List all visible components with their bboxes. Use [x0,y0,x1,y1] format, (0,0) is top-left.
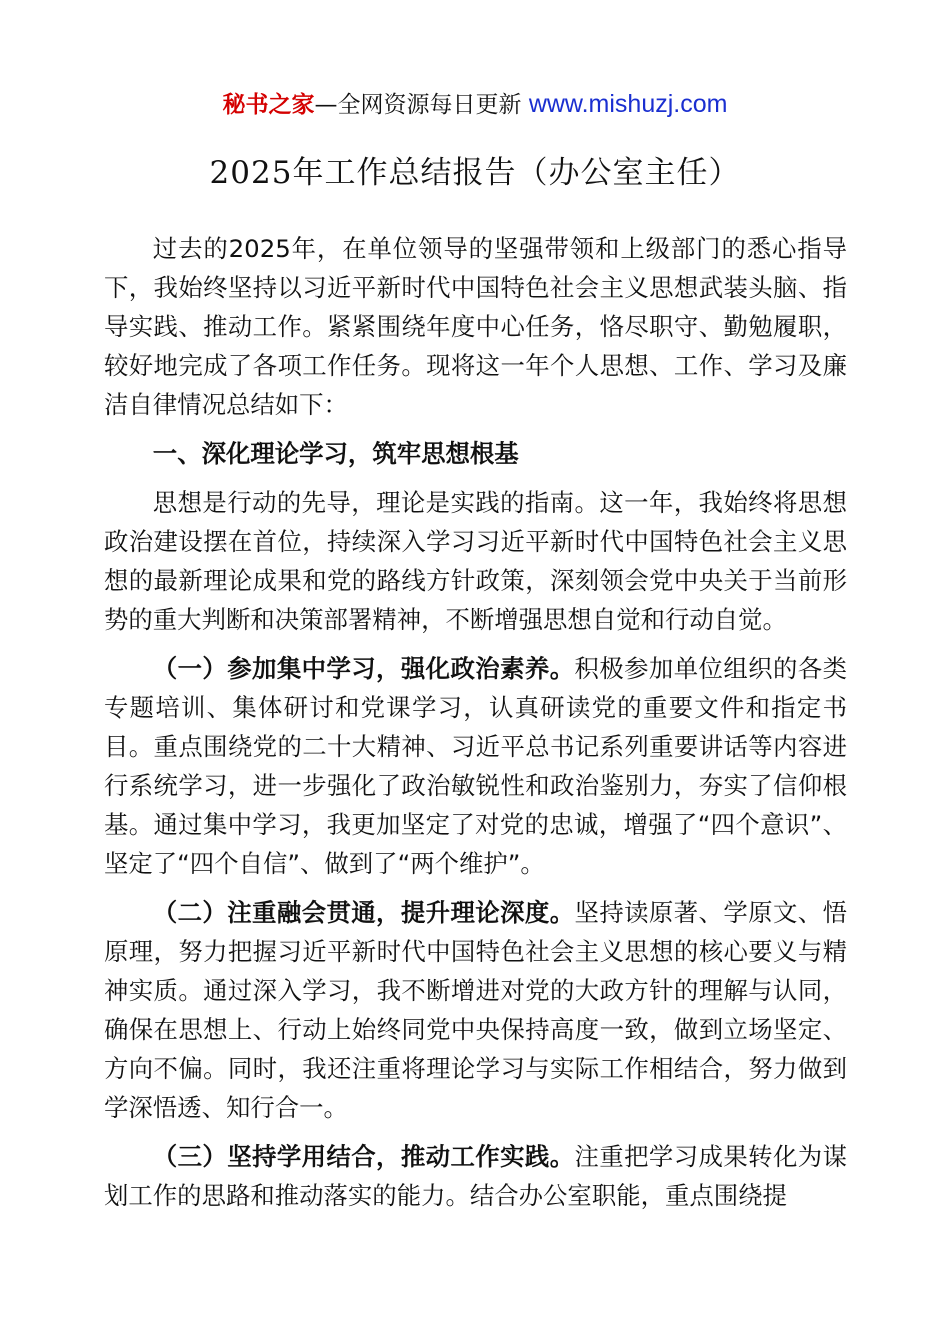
subsection-paragraph-2 [104,893,847,1127]
document-body [104,229,847,1215]
subsection-lead-3: （三）坚持学用结合，推动工作实践。 [152,1142,575,1171]
subsection-paragraph-1 [104,649,847,883]
document-title: 2025年工作总结报告（办公室主任） [209,155,741,191]
subsection-paragraph-3 [104,1137,847,1215]
site-header [0,88,950,121]
section-intro-paragraph: 思想是行动的先导，理论是实践的指南。这一年，我始终将思想政治建设摆在首位，持续深入学习习近平新时代中国特色社会主义思想的最新理论成果和党的路线方针政策，深刻领会党中央关于当前形势的重大判断和决策部署精神，不断增强思想自觉和行动自觉。 [104,488,847,634]
section-heading: 一、深化理论学习，筑牢思想根基 [152,439,519,468]
subsection-lead-2: （二）注重融会贯通，提升理论深度。 [152,898,575,927]
subsection-lead-1: （一）参加集中学习，强化政治素养。 [152,654,575,683]
header-tagline: —全网资源每日更新 [314,92,522,118]
intro-paragraph: 过去的2025年，在单位领导的坚强带领和上级部门的悉心指导下，我始终坚持以习近平新时代中国特色社会主义思想武装头脑、指导实践、推动工作。紧紧围绕年度中心任务，恪尽职守、勤勉履职，较好地完成了各项工作任务。现将这一年个人思想、工作、学习及廉洁自律情况总结如下： [104,234,847,419]
subsection-text-3: 注重把学习成果转化为谋划工作的思路和推动落实的能力。结合办公室职能，重点围绕提 [104,1142,847,1210]
site-url-link[interactable]: www.mishuzj.com [528,90,728,118]
subsection-text-2: 坚持读原著、学原文、悟原理，努力把握习近平新时代中国特色社会主义思想的核心要义与精神实质。通过深入学习，我不断增进对党的大政方针的理解与认同，确保在思想上、行动上始终同党中央保持高度一致，做到立场坚定、方向不偏。同时，我还注重将理论学习与实际工作相结合，努力做到学深悟透、知行合一。 [104,898,847,1122]
brand-name: 秘书之家 [222,92,315,118]
subsection-text-1: 积极参加单位组织的各类专题培训、集体研讨和党课学习，认真研读党的重要文件和指定书目。重点围绕党的二十大精神、习近平总书记系列重要讲话等内容进行系统学习，进一步强化了政治敏锐性和政治鉴别力，夯实了信仰根基。通过集中学习，我更加坚定了对党的忠诚，增强了“四个意识”、坚定了“四个自信”、做到了“两个维护”。 [104,654,847,878]
